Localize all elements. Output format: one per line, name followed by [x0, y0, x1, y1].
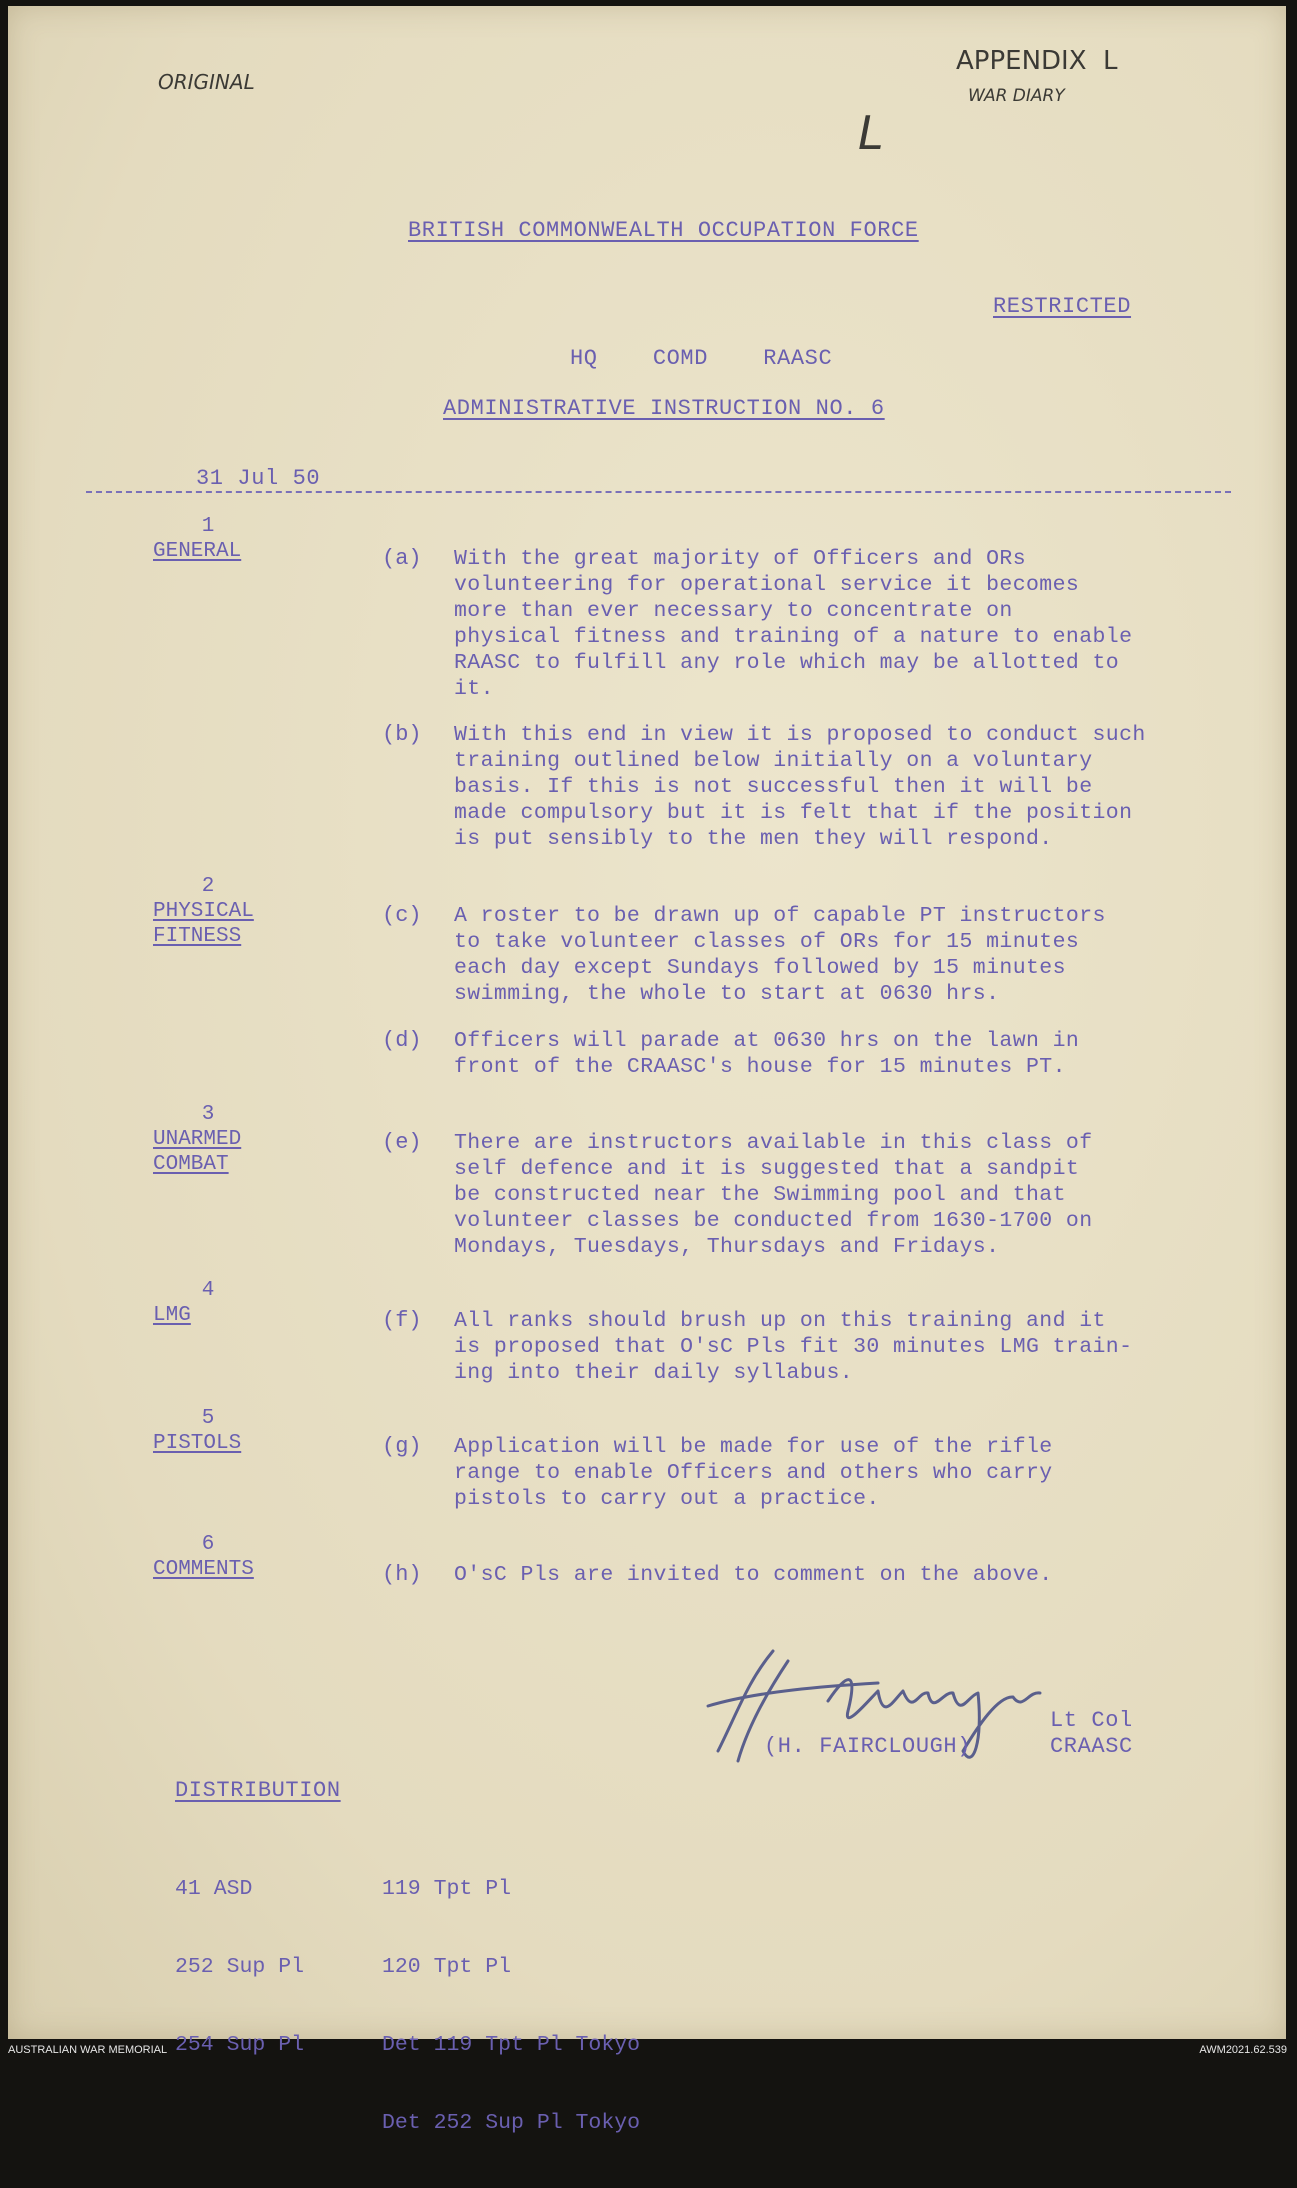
paragraph-c: A roster to be drawn up of capable PT instructors to take volunteer classes of ORs for 15 minutes each day except Sundays followed by 15 minutes swimming, the whole to start at 0630 hrs. — [454, 904, 1106, 1006]
paragraph-letter: (d) — [382, 1028, 422, 1053]
section-title: PHYSICAL FITNESS — [153, 900, 254, 948]
signatory-name: (H. FAIRCLOUGH) — [764, 1734, 972, 1759]
footer-credit: AUSTRALIAN WAR MEMORIAL — [8, 2044, 168, 2056]
paragraph-e: There are instructors available in this class of self defence and it is suggested that a sandpit be constructed near the Swimming pool and that volunteer classes be conducted from 1630-1700 on Mondays, Tuesdays, Thursdays and Fridays. — [454, 1131, 1093, 1259]
org-heading: BRITISH COMMONWEALTH OCCUPATION FORCE — [408, 218, 919, 243]
section-title: PISTOLS — [153, 1432, 242, 1455]
paragraph-letter: (e) — [382, 1130, 422, 1155]
appendix-annotation: APPENDIX L — [956, 46, 1118, 76]
paragraph-letter: (f) — [382, 1308, 422, 1333]
distribution-item: Det 252 Sup Pl Tokyo — [382, 2111, 641, 2135]
paragraph-d: Officers will parade at 0630 hrs on the lawn in front of the CRAASC's house for 15 minutes PT. — [454, 1029, 1080, 1079]
restricted-label: RESTRICTED — [993, 294, 1132, 319]
paragraph-a: With the great majority of Officers and ORs volunteering for operational service it becomes more than ever necessary to concentrate on physical fitness and training of a nature to enable RAASC to fulfill any role which may be allotted to it. — [454, 547, 1133, 701]
paragraph-letter: (a) — [382, 546, 422, 571]
signatory-rank: Lt Col — [1050, 1708, 1133, 1733]
header-rule — [86, 491, 1231, 493]
section-number: 5 — [201, 1407, 215, 1430]
footer-accession-number: AWM2021.62.539 — [1199, 2044, 1287, 2056]
section-unarmed-combat — [153, 1102, 263, 1177]
section-number: 2 — [201, 875, 215, 898]
hq-heading: HQ COMD RAASC — [570, 346, 833, 371]
section-title: UNARMED COMBAT — [153, 1128, 242, 1176]
paragraph-b: With this end in view it is proposed to conduct such training outlined below initially on a voluntary basis. If this is not successful then it will be made compulsory but it is felt that if the position is put sensibly to the men they will respond. — [454, 723, 1146, 851]
section-title: LMG — [153, 1304, 191, 1327]
distribution-item: 119 Tpt Pl — [382, 1877, 512, 1901]
section-number: 6 — [201, 1533, 215, 1556]
distribution-list-right — [382, 1824, 640, 2188]
paragraph-letter: (h) — [382, 1562, 422, 1587]
distribution-item: 120 Tpt Pl — [382, 1955, 512, 1979]
paragraph-letter: (g) — [382, 1434, 422, 1459]
original-annotation: ORIGINAL — [158, 70, 255, 94]
distribution-item: 41 ASD — [175, 1877, 253, 1901]
section-number: 1 — [201, 515, 215, 538]
signatory-role: CRAASC — [1050, 1734, 1133, 1759]
section-physical-fitness — [153, 874, 263, 949]
distribution-item: 252 Sup Pl — [175, 1955, 305, 1979]
section-comments — [153, 1532, 263, 1582]
paragraph-g: Application will be made for use of the rifle range to enable Officers and others who carry pistols to carry out a practice. — [454, 1435, 1053, 1511]
section-general — [153, 514, 263, 564]
section-lmg — [153, 1278, 263, 1328]
distribution-heading: DISTRIBUTION — [175, 1778, 341, 1803]
distribution-item: 254 Sup Pl — [175, 2033, 305, 2057]
section-title: GENERAL — [153, 540, 242, 563]
section-number: 4 — [201, 1279, 215, 1302]
section-pistols — [153, 1406, 263, 1456]
l-annotation: L — [858, 106, 884, 160]
section-title: COMMENTS — [153, 1558, 254, 1581]
section-number: 3 — [201, 1103, 215, 1126]
paragraph-f: All ranks should brush up on this training and it is proposed that O'sC Pls fit 30 minutes LMG train- ing into their daily syllabus. — [454, 1309, 1133, 1385]
paragraph-h: O'sC Pls are invited to comment on the above. — [454, 1563, 1053, 1587]
date-line: 31 Jul 50 — [196, 466, 321, 491]
distribution-list-left — [175, 1824, 304, 2110]
distribution-item: Det 119 Tpt Pl Tokyo — [382, 2033, 641, 2057]
paragraph-letter: (b) — [382, 722, 422, 747]
war-diary-annotation: WAR DIARY — [968, 86, 1065, 106]
paragraph-letter: (c) — [382, 903, 422, 928]
instruction-title: ADMINISTRATIVE INSTRUCTION NO. 6 — [443, 396, 885, 421]
